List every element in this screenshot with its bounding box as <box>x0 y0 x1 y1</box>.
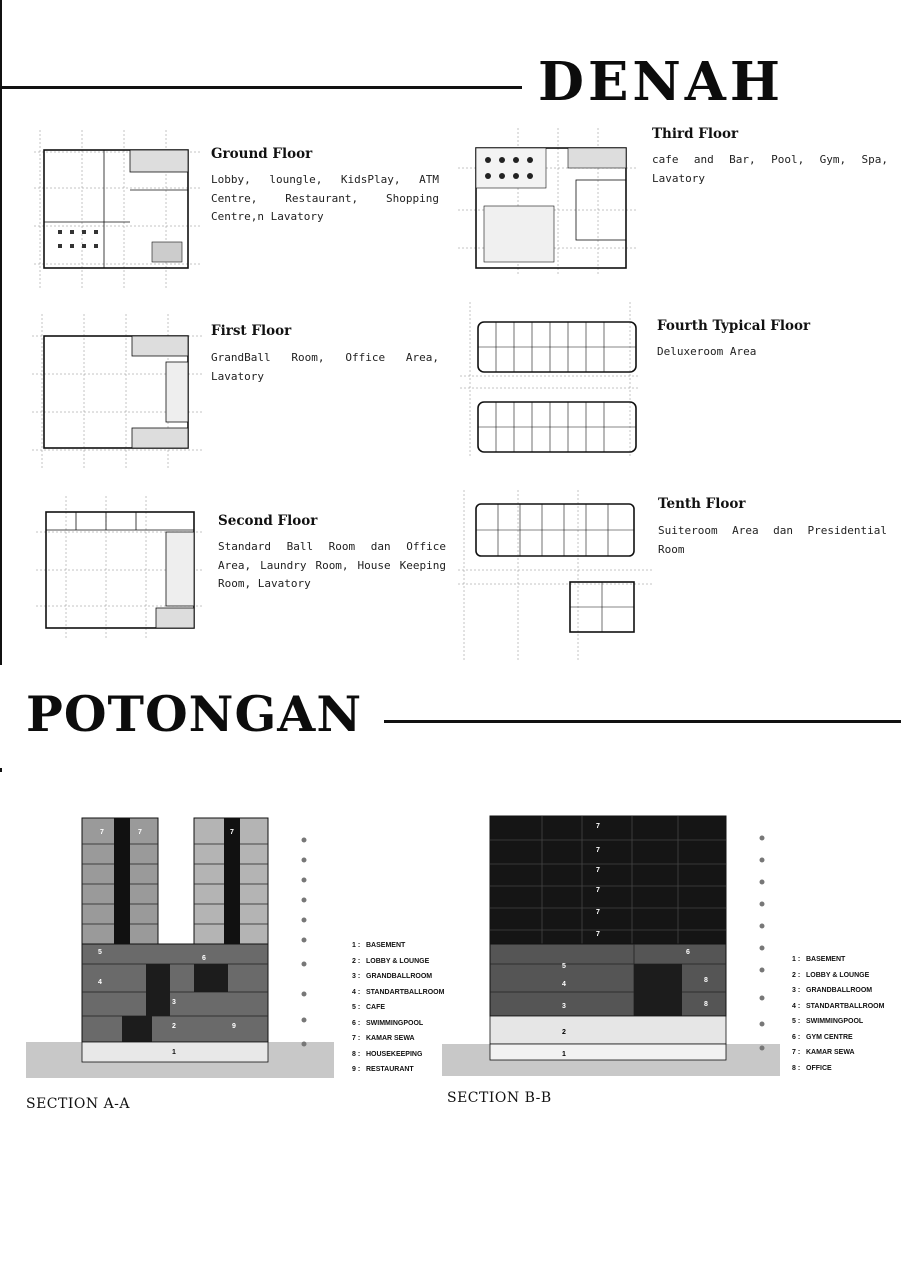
second-floor-title: Second Floor <box>218 513 318 529</box>
page-mark <box>0 768 2 772</box>
section-a-a-drawing <box>26 814 336 1080</box>
section-b-label-2: 2 <box>562 1029 566 1036</box>
third-floor-title: Third Floor <box>652 126 739 142</box>
legend-item: 4 : STANDARTBALLROOM <box>792 1002 885 1010</box>
first-floor-description: GrandBall Room, Office Area, Lavatory <box>211 351 439 383</box>
section-b-label-7c: 7 <box>596 867 600 874</box>
section-a-label-4: 4 <box>98 979 102 986</box>
section-a-a-legend <box>352 942 444 1082</box>
legend-item: 5 : CAFE <box>352 1004 386 1011</box>
third-floor-plan <box>458 128 638 274</box>
legend-item: 7 : KAMAR SEWA <box>792 1049 855 1056</box>
section-a-label-7c: 7 <box>230 829 234 836</box>
section-b-label-3: 3 <box>562 1003 566 1010</box>
section-b-label-7b: 7 <box>596 847 600 854</box>
potongan-title: POTONGAN <box>26 685 363 743</box>
ground-floor-plan <box>34 130 200 290</box>
ground-floor-title: Ground Floor <box>211 146 313 162</box>
legend-item: 4 : STANDARTBALLROOM <box>352 988 445 996</box>
page-left-rule <box>0 0 2 665</box>
section-b-label-1: 1 <box>562 1051 566 1058</box>
legend-item: 3 : GRANDBALLROOM <box>352 973 433 980</box>
section-b-label-8b: 8 <box>704 1001 708 1008</box>
section-a-a-label: SECTION A-A <box>26 1096 131 1112</box>
section-b-label-7d: 7 <box>596 887 600 894</box>
legend-item: 7 : KAMAR SEWA <box>352 1035 415 1042</box>
legend-item: 1 : BASEMENT <box>792 956 846 963</box>
legend-item: 8 : HOUSEKEEPING <box>352 1050 423 1058</box>
legend-item: 3 : GRANDBALLROOM <box>792 987 873 994</box>
fourth-typical-floor-title: Fourth Typical Floor <box>657 318 811 334</box>
legend-item: 8 : OFFICE <box>792 1064 832 1072</box>
section-a-label-7b: 7 <box>138 829 142 836</box>
fourth-typical-floor-description: Deluxeroom Area <box>657 345 757 358</box>
legend-item: 9 : RESTAURANT <box>352 1066 414 1073</box>
section-a-label-2: 2 <box>172 1023 176 1030</box>
first-floor-title: First Floor <box>211 323 292 339</box>
section-b-label-7e: 7 <box>596 909 600 916</box>
section-a-label-7: 7 <box>100 829 104 836</box>
section-a-label-5: 5 <box>98 949 102 956</box>
fourth-typical-floor-plan <box>460 302 640 458</box>
potongan-rule <box>384 720 901 723</box>
section-b-label-7a: 7 <box>596 823 600 830</box>
section-b-b-drawing <box>442 810 782 1078</box>
section-b-b-label: SECTION B-B <box>447 1090 552 1106</box>
section-a-label-6: 6 <box>202 955 206 962</box>
section-b-label-8a: 8 <box>704 977 708 984</box>
first-floor-plan <box>32 314 202 470</box>
section-b-label-6: 6 <box>686 949 690 956</box>
legend-item: 1 : BASEMENT <box>352 942 406 949</box>
section-a-label-3: 3 <box>172 999 176 1006</box>
section-b-label-5: 5 <box>562 963 566 970</box>
section-b-b-legend <box>792 956 884 1080</box>
section-a-label-9: 9 <box>232 1023 236 1030</box>
denah-title: DENAH <box>538 51 785 113</box>
section-a-label-1: 1 <box>172 1049 176 1056</box>
legend-item: 5 : SWIMMINGPOOL <box>792 1018 864 1025</box>
tenth-floor-plan <box>458 490 654 660</box>
legend-item: 6 : GYM CENTRE <box>792 1033 853 1041</box>
section-b-label-7f: 7 <box>596 931 600 938</box>
second-floor-description: Standard Ball Room dan Office Area, Laundry Room, House Keeping Room, Lavatory <box>218 540 446 590</box>
legend-item: 2 : LOBBY & LOUNGE <box>792 971 870 979</box>
second-floor-plan <box>36 496 202 640</box>
tenth-floor-description: Suiteroom Area dan Presidential Room <box>658 524 887 556</box>
section-b-label-4: 4 <box>562 981 566 988</box>
legend-item: 6 : SWIMMINGPOOL <box>352 1019 424 1027</box>
legend-item: 2 : LOBBY & LOUNGE <box>352 957 430 965</box>
tenth-floor-title: Tenth Floor <box>658 496 746 512</box>
denah-rule <box>0 86 522 89</box>
third-floor-description: cafe and Bar, Pool, Gym, Spa, Lavatory <box>652 153 888 185</box>
ground-floor-description: Lobby, loungle, KidsPlay, ATM Centre, Restaurant, Shopping Centre,n Lavatory <box>211 173 439 223</box>
